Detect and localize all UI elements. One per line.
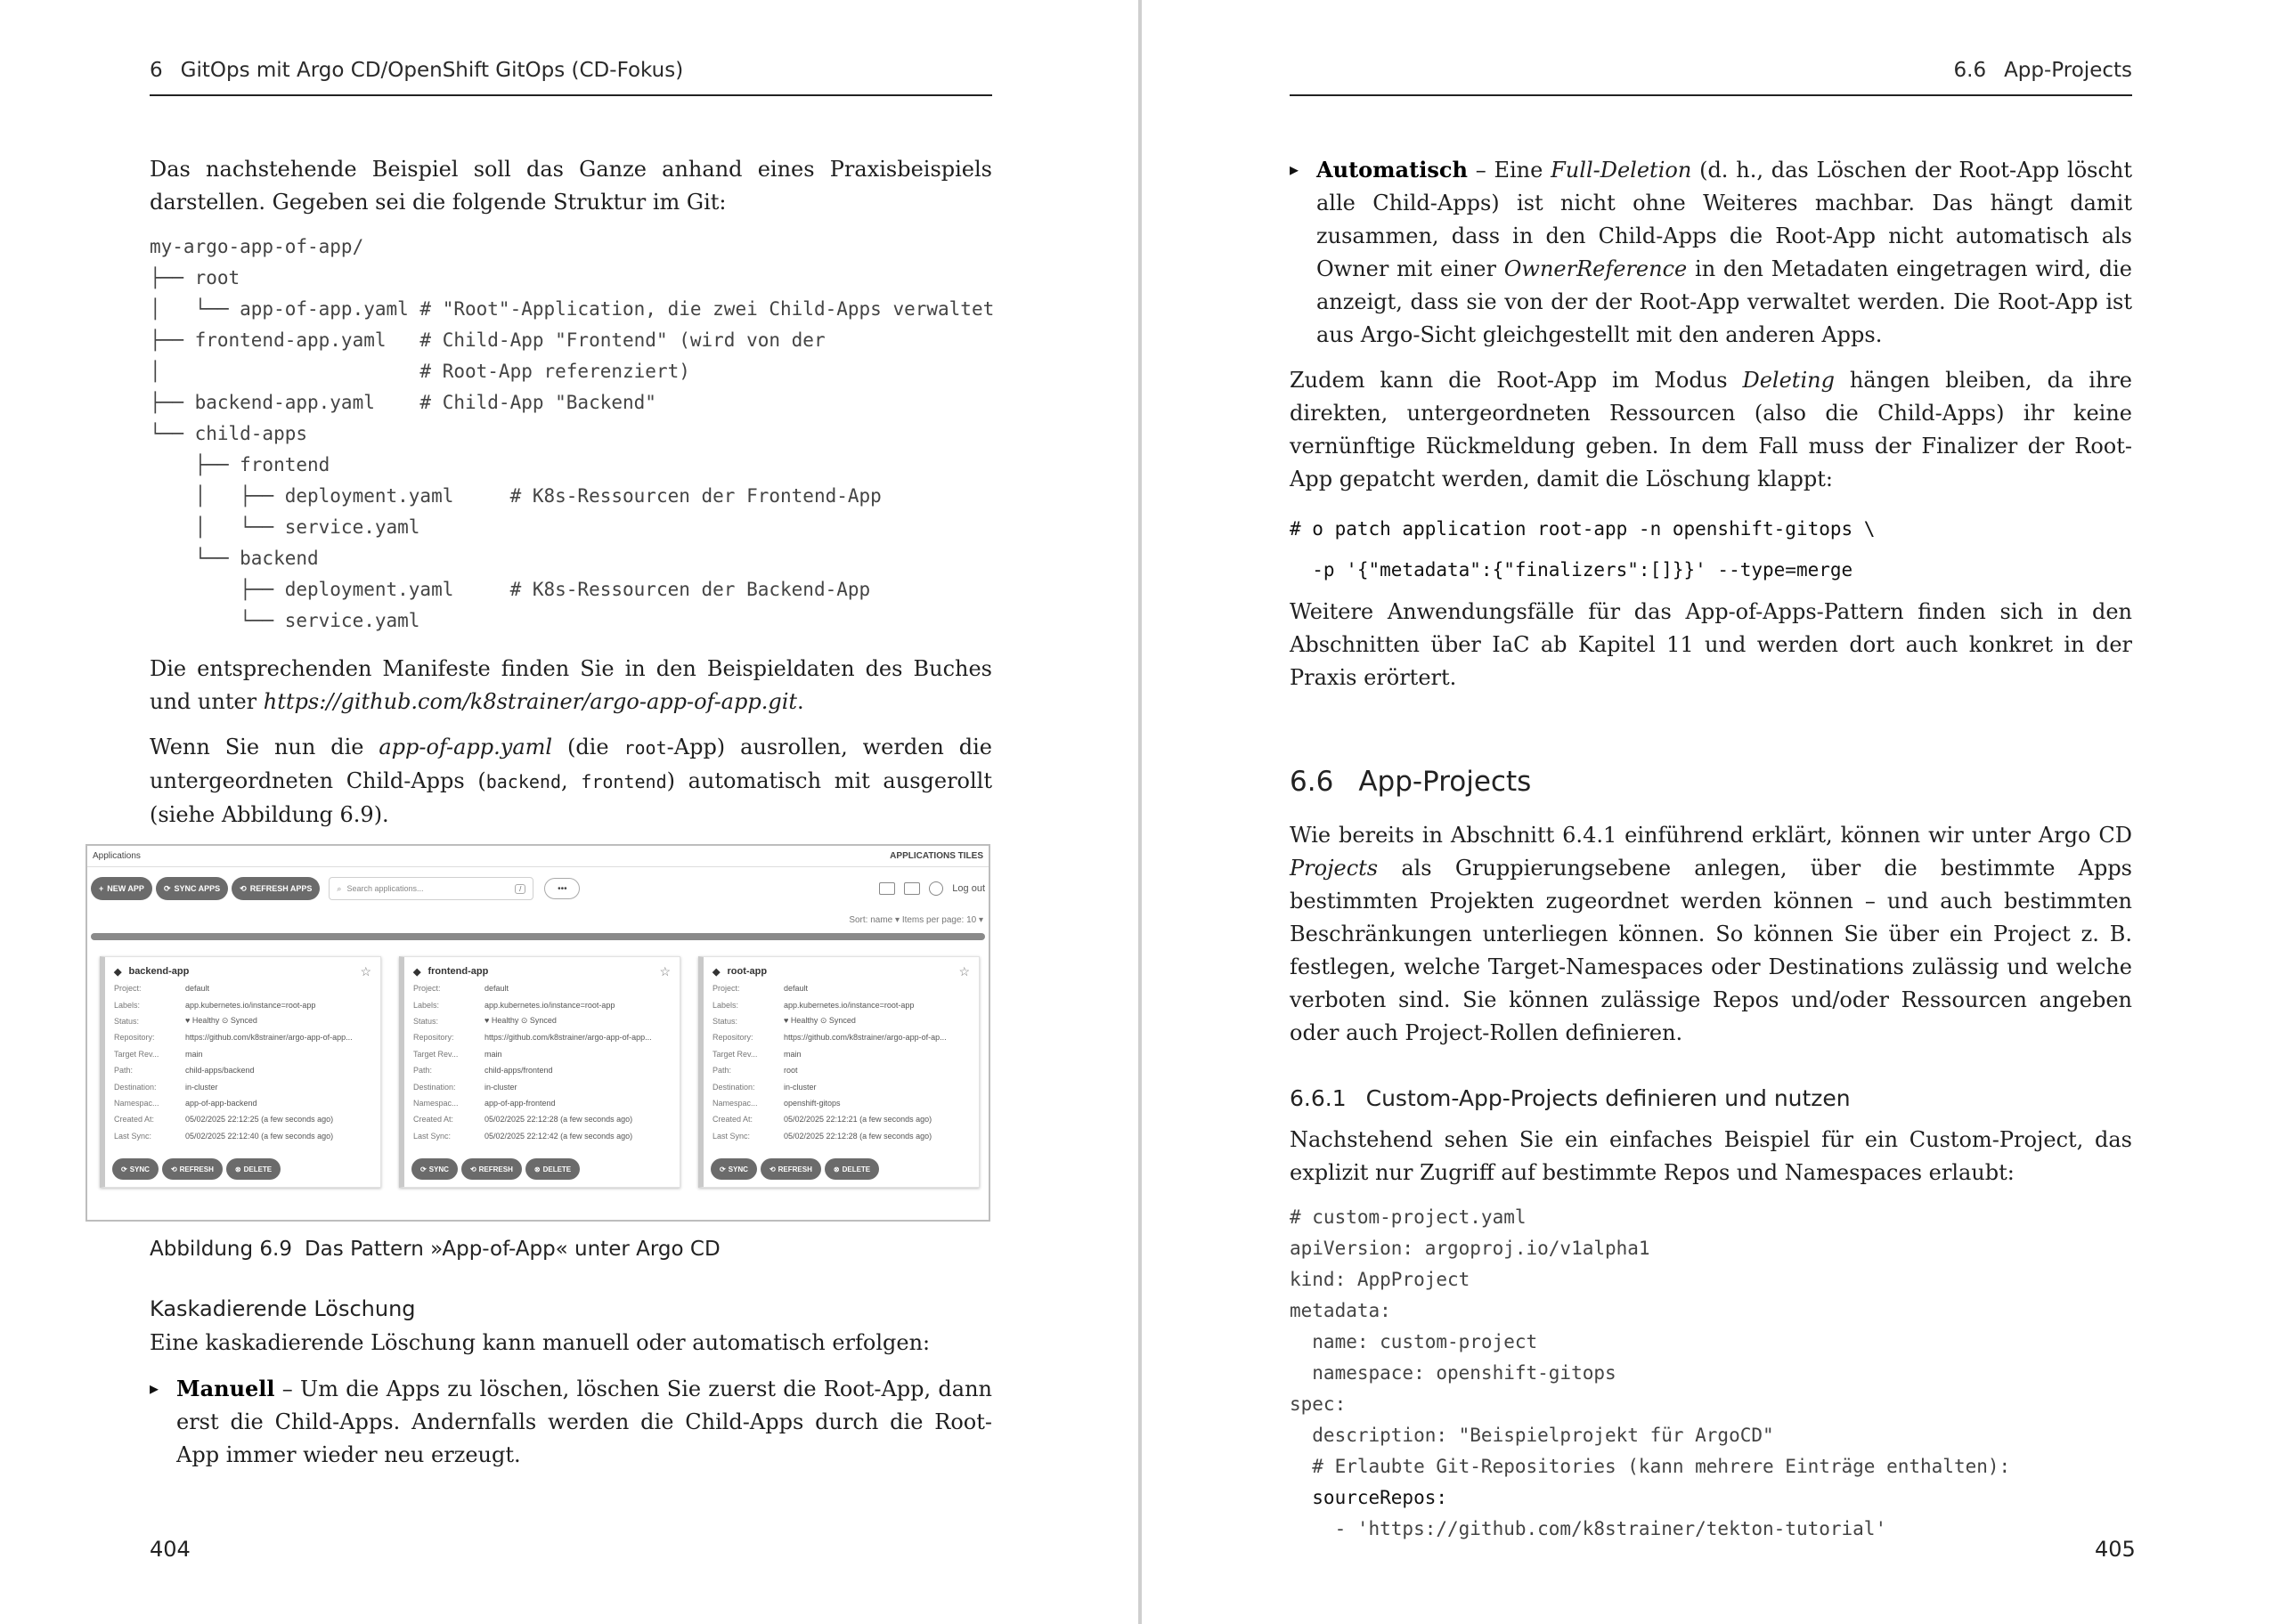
refresh-apps-button[interactable] — [232, 877, 320, 900]
field-key: Status: — [712, 1016, 738, 1026]
field-key: Last Sync: — [413, 1131, 452, 1141]
field-value: 05/02/2025 22:12:28 (a few seconds ago) — [484, 1115, 633, 1125]
figure-toolbar — [87, 867, 989, 910]
section-heading-title: App-Projects — [1358, 766, 1532, 798]
intro-paragraph: Das nachstehende Beispiel soll das Ganze anhand eines Praxisbeispiels darstellen. Gegeben sei die folgende Struktur im Git: — [150, 157, 992, 215]
tree-line: ├── deployment.yaml # K8s-Ressourcen der Backend-App — [150, 579, 871, 600]
app-field-destination — [114, 1078, 371, 1094]
field-key: Last Sync: — [712, 1131, 751, 1141]
list-view-icon[interactable] — [904, 882, 920, 895]
rollout-text: -App) ausrollen, werden die untergeordneten Child-Apps ( — [150, 735, 992, 793]
field-key: Created At: — [413, 1115, 454, 1125]
bullet-text: – Eine — [1467, 158, 1551, 183]
app-name-wrap — [114, 966, 189, 978]
sync-icon: ⟳ — [163, 883, 171, 893]
sync-button[interactable] — [711, 1158, 757, 1180]
yaml-line: - 'https://github.com/k8strainer/tekton-tutorial' — [1290, 1518, 1887, 1539]
refresh-apps-label: REFRESH APPS — [249, 884, 313, 893]
app-field-project — [114, 980, 371, 996]
app-field-project — [413, 980, 671, 996]
field-key: Labels: — [114, 1000, 141, 1010]
section-heading-number: 6.6 — [1290, 766, 1334, 798]
field-value: https://github.com/k8strainer/argo-app-of-ap... — [784, 1033, 947, 1043]
tree-line: │ └── app-of-app.yaml # "Root"-Application, die zwei Child-Apps verwaltet — [150, 298, 995, 320]
tree-line: └── child-apps — [150, 423, 308, 444]
yaml-line: description: "Beispielprojekt für ArgoCD" — [1290, 1425, 1774, 1446]
field-key: Target Rev... — [712, 1049, 758, 1059]
tree-line: └── service.yaml — [150, 610, 420, 631]
tree-line: ├── backend-app.yaml # Child-App "Backend" — [150, 392, 656, 413]
field-value: 05/02/2025 22:12:28 (a few seconds ago) — [784, 1131, 932, 1141]
tree-line: └── backend — [150, 548, 319, 569]
field-value: app.kubernetes.io/instance=root-app — [784, 1000, 915, 1010]
logout-link[interactable]: Log out — [952, 883, 985, 894]
field-value: default — [784, 984, 809, 994]
field-value: openshift-gitops — [784, 1098, 841, 1108]
tree-line: ├── root — [150, 267, 240, 288]
delete-button[interactable] — [226, 1158, 281, 1180]
rollout-paragraph — [150, 731, 992, 832]
app-field-labels — [114, 996, 371, 1012]
bullet-emphasis: OwnerReference — [1503, 256, 1688, 281]
favorite-star-icon[interactable]: ☆ — [360, 963, 371, 978]
bullet-manual — [150, 1372, 992, 1472]
field-key: Status: — [114, 1016, 140, 1026]
subsection-title: Custom-App-Projects definieren und nutzen — [1365, 1085, 1851, 1111]
field-value: child-apps/frontend — [484, 1066, 553, 1076]
field-value: ♥ Healthy ⊙ Synced — [185, 1016, 257, 1026]
field-value: in-cluster — [784, 1082, 817, 1092]
yaml-line: apiVersion: argoproj.io/v1alpha1 — [1290, 1238, 1650, 1259]
app-field-labels — [413, 996, 671, 1012]
paragraph-text: Zudem kann die Root-App im Modus — [1290, 368, 1743, 393]
tree-line: │ ├── deployment.yaml # K8s-Ressourcen der Frontend-App — [150, 485, 882, 507]
app-tile-actions — [411, 1158, 580, 1180]
yaml-line: metadata: — [1290, 1300, 1391, 1321]
field-value: 05/02/2025 22:12:42 (a few seconds ago) — [484, 1131, 633, 1141]
sync-button[interactable] — [411, 1158, 458, 1180]
app-field-project — [712, 980, 970, 996]
page-number-left: 404 — [150, 1537, 191, 1562]
field-key: Labels: — [413, 1000, 440, 1010]
running-head-left — [150, 59, 992, 96]
app-tile-header — [712, 962, 970, 980]
field-value: app-of-app-frontend — [484, 1098, 556, 1108]
bullet-automatic — [1290, 153, 2132, 352]
app-field-path — [114, 1062, 371, 1078]
delete-label: DELETE — [842, 1165, 871, 1173]
field-value: in-cluster — [185, 1082, 218, 1092]
argo-cd-screenshot-figure — [86, 844, 990, 1222]
refresh-label: REFRESH — [179, 1165, 214, 1173]
delete-icon: ⊗ — [833, 1165, 840, 1173]
app-name: frontend-app — [428, 966, 489, 977]
field-key: Destination: — [712, 1082, 755, 1092]
inline-code-backend: backend — [485, 771, 562, 792]
app-name: root-app — [727, 966, 768, 977]
app-field-repository — [712, 1029, 970, 1045]
refresh-icon: ⟲ — [769, 1165, 776, 1173]
command-line: -p '{"metadata":{"finalizers":[]}}' --type=merge — [1290, 559, 1853, 581]
app-field-repository — [413, 1029, 671, 1045]
sync-label: SYNC — [728, 1165, 748, 1173]
rollout-text: (die — [552, 735, 624, 759]
refresh-button[interactable] — [461, 1158, 522, 1180]
field-value: main — [185, 1049, 203, 1059]
field-key: Created At: — [712, 1115, 753, 1125]
field-value: 05/02/2025 22:12:25 (a few seconds ago) — [185, 1115, 334, 1125]
inline-code-frontend: frontend — [581, 771, 667, 792]
app-field-namespace — [413, 1095, 671, 1111]
field-value: default — [484, 984, 509, 994]
field-key: Destination: — [413, 1082, 456, 1092]
tree-line: ├── frontend-app.yaml # Child-App "Frontend" (wird von der — [150, 329, 826, 351]
git-icon: ◆ — [114, 966, 122, 978]
field-value: ♥ Healthy ⊙ Synced — [484, 1016, 557, 1026]
section-title: App-Projects — [2004, 59, 2132, 82]
yaml-line: spec: — [1290, 1393, 1347, 1415]
app-tile-actions — [112, 1158, 281, 1180]
app-field-created-at — [712, 1111, 970, 1127]
field-value: main — [484, 1049, 502, 1059]
sync-apps-label: SYNC APPS — [174, 884, 221, 893]
yaml-line: name: custom-project — [1290, 1331, 1538, 1352]
field-key: Destination: — [114, 1082, 157, 1092]
search-applications-input[interactable] — [329, 877, 533, 900]
yaml-line: kind: AppProject — [1290, 1269, 1470, 1290]
sync-label: SYNC — [129, 1165, 150, 1173]
cascade-paragraph: Eine kaskadierende Löschung kann manuell oder automatisch erfolgen: — [150, 1330, 931, 1355]
refresh-icon: ⟲ — [240, 883, 247, 893]
chapter-title: GitOps mit Argo CD/OpenShift GitOps (CD-Fokus) — [180, 59, 684, 82]
field-value: 05/02/2025 22:12:40 (a few seconds ago) — [185, 1131, 334, 1141]
paragraph-emphasis: Projects — [1290, 856, 1379, 881]
filter-toggle[interactable]: ••• — [544, 878, 580, 899]
deleting-paragraph — [1290, 364, 2132, 496]
app-tile-actions — [711, 1158, 879, 1180]
sync-icon: ⟳ — [420, 1165, 427, 1173]
delete-label: DELETE — [542, 1165, 572, 1173]
caption-label: Abbildung 6.9 — [150, 1238, 292, 1261]
bullet-term: Automatisch — [1316, 157, 1468, 183]
patch-command — [1290, 508, 2132, 590]
new-app-label: NEW APP — [107, 884, 144, 893]
tree-line: │ └── service.yaml — [150, 516, 420, 538]
further-paragraph: Weitere Anwendungsfälle für das App-of-Apps-Pattern finden sich in den Abschnitten über IaC ab Kapitel 11 und werden dort auch konkret in der Praxis erörtert. — [1290, 599, 2132, 690]
tree-line: my-argo-app-of-app/ — [150, 236, 364, 257]
field-key: Status: — [413, 1016, 439, 1026]
field-key: Last Sync: — [114, 1131, 152, 1141]
rollout-text: ) automatisch mit ausgerollt (siehe Abbildung 6.9). — [150, 768, 992, 827]
command-line: # o patch application root-app -n openshift-gitops \ — [1290, 518, 1876, 540]
field-value: app-of-app-backend — [185, 1098, 257, 1108]
yaml-line: namespace: openshift-gitops — [1290, 1362, 1616, 1384]
refresh-label: REFRESH — [778, 1165, 812, 1173]
plus-icon: + — [99, 884, 104, 893]
sync-button[interactable] — [112, 1158, 159, 1180]
tiles-view-icon[interactable] — [879, 882, 895, 895]
field-key: Namespac... — [114, 1098, 159, 1108]
field-value: default — [185, 984, 210, 994]
subsection-heading — [1290, 1085, 2132, 1111]
field-key: Path: — [712, 1066, 732, 1076]
field-key: Namespac... — [413, 1098, 459, 1108]
delete-button[interactable] — [825, 1158, 879, 1180]
app-field-target-revision — [413, 1046, 671, 1062]
app-field-status — [413, 1013, 671, 1029]
bullet-text: in den Metadaten eingetragen wird, die anzeigt, dass sie von der der Root-App verwaltet werden. Die Root-App ist aus Argo-Sicht gleichgestellt mit den anderen Apps. — [1316, 256, 2132, 347]
field-key: Repository: — [114, 1033, 155, 1043]
field-key: Project: — [712, 984, 740, 994]
cascade-list-left — [150, 1372, 992, 1472]
refresh-button[interactable] — [761, 1158, 821, 1180]
app-field-target-revision — [712, 1046, 970, 1062]
field-key: Path: — [114, 1066, 134, 1076]
app-field-target-revision — [114, 1046, 371, 1062]
field-value: app.kubernetes.io/instance=root-app — [484, 1000, 615, 1010]
manifest-paragraph — [150, 653, 992, 719]
rollout-file: app-of-app.yaml — [379, 735, 553, 759]
figure-caption — [150, 1238, 992, 1261]
inline-code-root: root — [623, 737, 667, 759]
search-icon: ⌕ — [337, 883, 342, 893]
left-page — [0, 0, 1138, 1624]
app-field-namespace — [712, 1095, 970, 1111]
rollout-text: Wenn Sie nun die — [150, 735, 379, 759]
delete-label: DELETE — [243, 1165, 273, 1173]
cascade-list-right — [1290, 153, 2132, 352]
figure-top-bar — [87, 846, 989, 867]
delete-icon: ⊗ — [533, 1165, 541, 1173]
git-icon: ◆ — [413, 966, 421, 978]
delete-button[interactable] — [525, 1158, 580, 1180]
field-value: ♥ Healthy ⊙ Synced — [784, 1016, 856, 1026]
app-field-last-sync — [413, 1128, 671, 1144]
app-field-created-at — [413, 1111, 671, 1127]
new-app-button[interactable] — [91, 877, 152, 900]
tree-line: │ # Root-App referenziert) — [150, 361, 690, 382]
app-field-last-sync — [712, 1128, 970, 1144]
applications-breadcrumb: Applications — [93, 851, 141, 861]
favorite-star-icon[interactable]: ☆ — [659, 963, 671, 978]
app-field-labels — [712, 996, 970, 1012]
yaml-line: # custom-project.yaml — [1290, 1206, 1527, 1228]
app-field-repository — [114, 1029, 371, 1045]
app-field-last-sync — [114, 1128, 371, 1144]
delete-icon: ⊗ — [234, 1165, 241, 1173]
paragraph-text: Wie bereits in Abschnitt 6.4.1 einführend erklärt, können wir unter Argo CD — [1290, 823, 2132, 848]
field-key: Path: — [413, 1066, 433, 1076]
app-field-path — [712, 1062, 970, 1078]
refresh-button[interactable] — [162, 1158, 223, 1180]
app-name: backend-app — [128, 966, 190, 977]
sync-icon: ⟳ — [121, 1165, 127, 1173]
yaml-line: sourceRepos: — [1290, 1487, 1448, 1508]
running-head-right — [1290, 59, 2132, 96]
status-progress-bar — [91, 933, 985, 940]
app-field-path — [413, 1062, 671, 1078]
refresh-icon: ⟲ — [469, 1165, 476, 1173]
projects-paragraph — [1290, 819, 2132, 1050]
app-field-namespace — [114, 1095, 371, 1111]
bullet-emphasis: Full-Deletion — [1551, 158, 1692, 183]
sync-label: SYNC — [428, 1165, 449, 1173]
app-field-status — [114, 1013, 371, 1029]
app-tile-header — [413, 962, 671, 980]
git-tree-listing — [150, 231, 995, 637]
applications-tiles-title: APPLICATIONS TILES — [890, 851, 983, 861]
tree-line: ├── frontend — [150, 454, 330, 475]
rollout-text: , — [561, 768, 582, 793]
field-value: https://github.com/k8strainer/argo-app-of-app... — [484, 1033, 652, 1043]
app-tile-root[interactable] — [698, 956, 980, 1188]
sync-apps-button[interactable] — [156, 877, 228, 900]
app-name-wrap — [413, 966, 488, 978]
app-tile-header — [114, 962, 371, 980]
refresh-label: REFRESH — [478, 1165, 513, 1173]
summary-view-icon[interactable] — [929, 881, 943, 896]
view-switcher — [879, 881, 985, 896]
field-value: in-cluster — [484, 1082, 517, 1092]
app-tile-backend[interactable] — [100, 956, 381, 1188]
app-field-created-at — [114, 1111, 371, 1127]
custom-project-paragraph: Nachstehend sehen Sie ein einfaches Beispiel für ein Custom-Project, das explizit nur Zugriff auf bestimmte Repos und Namespaces erlaubt: — [1290, 1127, 2132, 1185]
field-value: root — [784, 1066, 798, 1076]
favorite-star-icon[interactable]: ☆ — [958, 963, 970, 978]
app-name-wrap — [712, 966, 767, 978]
field-key: Target Rev... — [114, 1049, 159, 1059]
yaml-line: # Erlaubte Git-Repositories (kann mehrere Einträge enthalten): — [1290, 1456, 2011, 1477]
page-number-right: 405 — [2095, 1537, 2136, 1562]
cascade-heading: Kaskadierende Löschung — [150, 1296, 416, 1321]
right-page — [1142, 0, 2280, 1624]
app-field-status — [712, 1013, 970, 1029]
application-tiles — [87, 940, 989, 1188]
field-key: Target Rev... — [413, 1049, 459, 1059]
caption-text: Das Pattern »App-of-App« unter Argo CD — [304, 1238, 721, 1261]
paragraph-text: hängen bleiben, da ihre direkten, untergeordneten Ressourcen (also die Child-Apps) ihr keine vernünftige Rückmeldung geben. In dem Fall muss der Finalizer der Root-App gepatcht werden, damit die Löschung klappt: — [1290, 368, 2133, 491]
left-column — [93, 153, 995, 1484]
app-tile-frontend[interactable] — [399, 956, 680, 1188]
field-key: Created At: — [114, 1115, 155, 1125]
section-heading — [1290, 766, 2132, 798]
field-value: app.kubernetes.io/instance=root-app — [185, 1000, 316, 1010]
app-field-destination — [712, 1078, 970, 1094]
chapter-number: 6 — [150, 59, 163, 82]
field-key: Project: — [413, 984, 441, 994]
bullet-text: (d. h., das Löschen der Root-App löscht alle Child-Apps) ist nicht ohne Weiteres machbar. Das hängt damit zusammen, dass in den Child-Apps die Root-App nicht automatisch als Owner mit einer — [1316, 158, 2133, 281]
field-value: child-apps/backend — [185, 1066, 255, 1076]
field-key: Repository: — [413, 1033, 454, 1043]
sort-controls[interactable]: Sort: name ▾ Items per page: 10 ▾ — [849, 914, 983, 925]
yaml-listing — [1290, 1202, 2132, 1545]
field-value: 05/02/2025 22:12:21 (a few seconds ago) — [784, 1115, 932, 1125]
repo-link[interactable]: https://github.com/k8strainer/argo-app-of-app.git — [263, 689, 798, 714]
right-column — [1290, 153, 2136, 1562]
manifest-text: Die entsprechenden Manifeste finden Sie in den Beispieldaten des Buches und unter — [150, 656, 992, 714]
field-key: Namespac... — [712, 1098, 758, 1108]
field-value: main — [784, 1049, 802, 1059]
paragraph-text: als Gruppierungsebene anlegen, über die bestimmte Apps bestimmten Projekten zugeordnet werden können – und auch bestimmten Beschränkungen unterliegen können. So können Sie über ein Project z. B. festlegen, welche Target-Namespaces oder Destinations zulässig und welche verboten sind. Sie können zulässige Repos und/oder Ressourcen angeben oder auch Project-Rollen definieren. — [1290, 856, 2132, 1045]
bullet-text: – Um die Apps zu löschen, löschen Sie zuerst die Root-App, dann erst die Child-Apps. Andernfalls werden die Child-Apps durch die Root-App immer wieder neu erzeugt. — [176, 1376, 992, 1467]
field-key: Labels: — [712, 1000, 739, 1010]
subsection-number: 6.6.1 — [1290, 1085, 1347, 1111]
manifest-end: . — [797, 689, 804, 714]
sync-icon: ⟳ — [720, 1165, 726, 1173]
field-key: Repository: — [712, 1033, 753, 1043]
refresh-icon: ⟲ — [170, 1165, 177, 1173]
bullet-term: Manuell — [176, 1376, 275, 1401]
app-field-destination — [413, 1078, 671, 1094]
search-placeholder: Search applications... — [346, 884, 424, 893]
paragraph-emphasis: Deleting — [1742, 368, 1835, 393]
field-value: https://github.com/k8strainer/argo-app-of-app... — [185, 1033, 353, 1043]
section-number: 6.6 — [1953, 59, 1987, 82]
search-shortcut-badge: / — [515, 884, 525, 894]
git-icon: ◆ — [712, 966, 721, 978]
field-key: Project: — [114, 984, 142, 994]
